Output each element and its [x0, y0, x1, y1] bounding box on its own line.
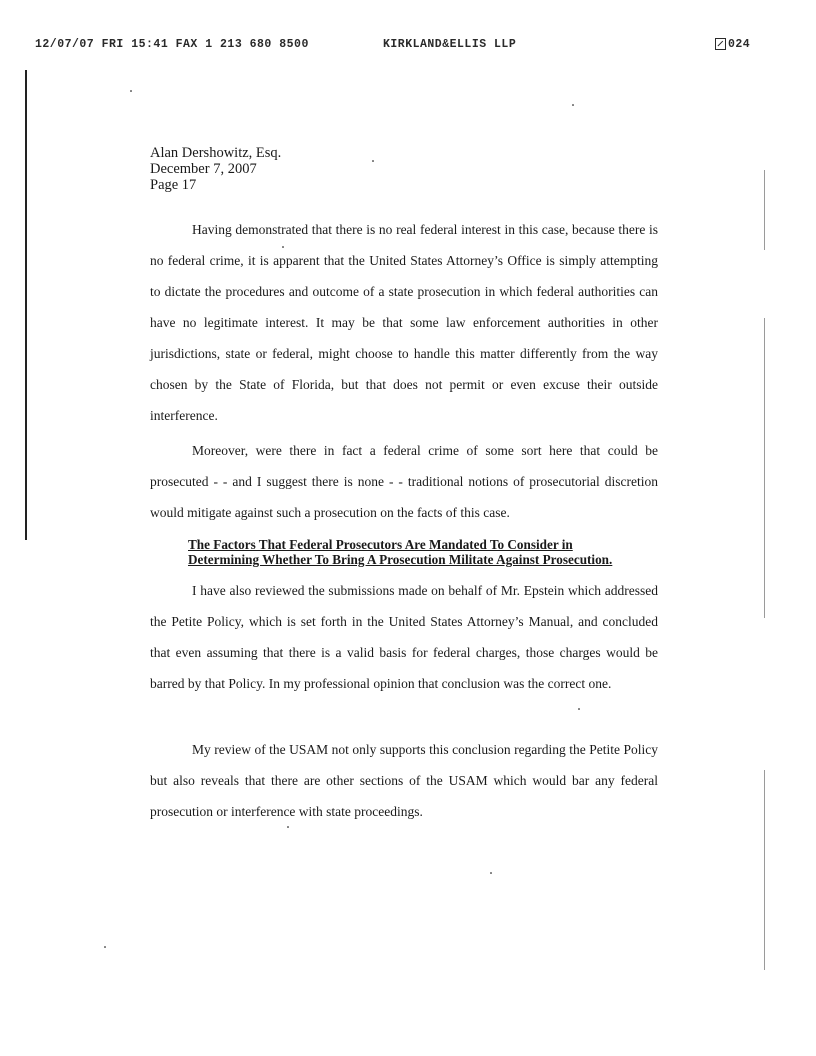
- left-margin-line: [25, 70, 27, 540]
- right-scan-line: [764, 170, 765, 250]
- scan-speck: [104, 946, 106, 948]
- body-paragraph: I have also reviewed the submissions made on behalf of Mr. Epstein which addressed the Petite Policy, which is set forth in the United States Attorney’s Manual, and concluded that even assuming that there is a valid basis for federal charges, those charges would be barred by that Policy. In my professional opinion that conclusion was the correct one.: [150, 583, 658, 691]
- scan-speck: [490, 872, 492, 874]
- letter-date: December 7, 2007: [150, 161, 257, 177]
- fax-header: [0, 38, 816, 58]
- scan-speck: [572, 104, 574, 106]
- fax-datetime: 12/07/07 FRI 15:41 FAX 1 213 680 8500: [35, 38, 309, 51]
- fax-page-indicator: [715, 38, 751, 53]
- scan-speck: [130, 90, 132, 92]
- page-label: Page 17: [150, 177, 197, 193]
- right-scan-line: [764, 318, 765, 618]
- scan-speck: [372, 160, 374, 162]
- section-heading-line: The Factors That Federal Prosecutors Are Mandated To Consider in: [188, 537, 573, 552]
- body-paragraph: My review of the USAM not only supports this conclusion regarding the Petite Policy but also reveals that there are other sections of the USAM which would bar any federal prosecution or interference with state proceedings.: [150, 742, 658, 819]
- recipient-name: Alan Dershowitz, Esq.: [150, 145, 282, 161]
- fax-page-icon: [715, 38, 726, 50]
- section-heading: [188, 537, 658, 567]
- body-paragraph: Having demonstrated that there is no real federal interest in this case, because there is no federal crime, it is apparent that the United States Attorney’s Office is simply attempting to dictate the procedures and outcome of a state prosecution in which federal authorities can have no legitimate interest. It may be that some law enforcement authorities in other jurisdictions, state or federal, might choose to handle this matter differently from the way chosen by the State of Florida, but that does not permit or even excuse their outside interference.: [150, 222, 658, 423]
- fax-page-number: 024: [728, 38, 751, 51]
- letter-heading-block: [150, 145, 281, 193]
- section-heading-line: Determining Whether To Bring A Prosecution Militate Against Prosecution.: [188, 552, 613, 567]
- right-scan-line: [764, 770, 765, 970]
- fax-firm-name: KIRKLAND&ELLIS LLP: [383, 38, 517, 51]
- scan-speck: [578, 708, 580, 710]
- body-paragraph: Moreover, were there in fact a federal crime of some sort here that could be prosecuted - - and I suggest there is none - - traditional notions of prosecutorial discretion would mitigate against such a prosecution on the facts of this case.: [150, 443, 658, 520]
